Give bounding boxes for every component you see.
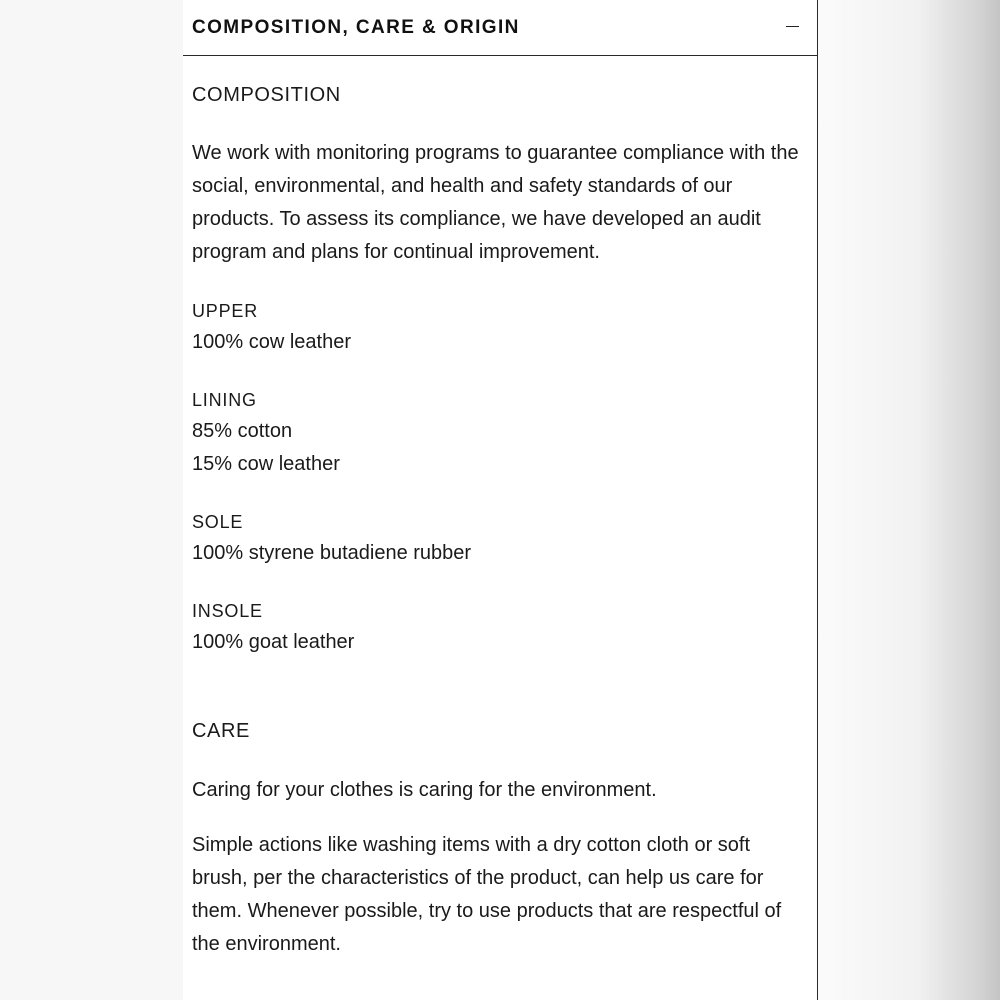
composition-part-sole: [192, 507, 807, 570]
composition-part-lining: [192, 385, 807, 481]
composition-part-upper: [192, 296, 807, 359]
part-value: 100% goat leather: [192, 631, 355, 653]
accordion-title: COMPOSITION, CARE & ORIGIN: [192, 17, 520, 38]
care-intro: Caring for your clothes is caring for the environment.: [192, 779, 657, 801]
part-value: 85% cotton: [192, 420, 293, 442]
right-backdrop: [818, 0, 1000, 1000]
composition-part-insole: [192, 596, 807, 659]
accordion-header[interactable]: [183, 0, 817, 56]
composition-care-origin-panel: [183, 0, 818, 1000]
part-value: 15% cow leather: [192, 453, 340, 475]
left-backdrop: [0, 0, 183, 1000]
part-label: LINING: [192, 390, 257, 410]
part-label: INSOLE: [192, 601, 263, 621]
part-label: UPPER: [192, 301, 259, 321]
part-value: 100% styrene butadiene rubber: [192, 542, 472, 564]
care-description: Simple actions like washing items with a dry cotton cloth or soft brush, per the characteristics of the product, can help us care for them. Whenever possible, try to use products that are respectful of the environment.: [192, 834, 782, 955]
care-title: CARE: [192, 720, 250, 742]
minus-icon[interactable]: [786, 26, 799, 27]
part-value: 100% cow leather: [192, 331, 351, 353]
composition-title: COMPOSITION: [192, 84, 341, 106]
composition-description: We work with monitoring programs to guarantee compliance with the social, environmental, and health and safety standards of our products. To assess its compliance, we have developed an audit program and plans for continual improvement.: [192, 142, 799, 263]
accordion-content: [192, 80, 807, 961]
part-label: SOLE: [192, 512, 244, 532]
